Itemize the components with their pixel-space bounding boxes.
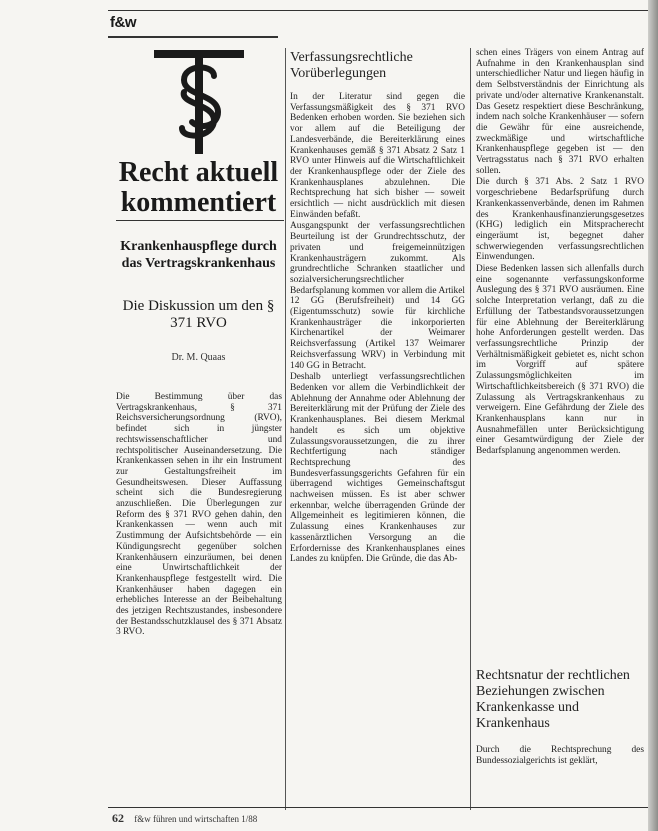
- column-3-paragraph: Die durch § 371 Abs. 2 Satz 1 RVO vorgeschriebene Bedarfsprüfung durch Krankenkassenverbände, denen im Rahmen des Krankenhausfinanzierungsgesetzes (KHG) lediglich ein Mitspracherecht eingeräumt ist, begegnet daher schwerwiegenden verfassungsrechtlichen Einwendungen.: [476, 177, 644, 263]
- paragraph-logo-icon: [152, 48, 246, 156]
- page-footer: [112, 811, 282, 826]
- feature-kicker: Recht aktuell kommentiert: [118, 157, 279, 218]
- column-3-heading: Rechtsnatur der rechtlichen Beziehungen zwischen Krankenkasse und Krankenhaus: [476, 668, 630, 731]
- column-divider: [285, 48, 286, 810]
- page-number: 62: [112, 811, 124, 825]
- author-byline: Dr. M. Quaas: [171, 352, 226, 363]
- top-rule: [108, 10, 648, 11]
- column-1: [116, 392, 282, 639]
- footer-source: f&w führen und wirtschaften 1/88: [134, 814, 258, 824]
- column-1-paragraph: Die Bestimmung über das Vertragskrankenhaus, § 371 Reichsversicherungsordnung (RVO), befindet sich in jüngster rechtswissenschaftlicher und rechtspolitischer Auseinandersetzung. Die Krankenkassen sehen in ihr ein Instrument zur Gestaltungsfreiheit im Gesundheitswesen. Dieser Auffassung scheint sich die Bundesregierung anzuschließen. Die Überlegungen zur Reform des § 371 RVO gehen dahin, den Krankenkassen — wenn auch mit Zustimmung der Aufsichtsbehörde — ein Kündigungsrecht gegenüber solchen Krankenhäusern einzuräumen, bei denen eine Unwirtschaftlichkeit der Krankenhauspflege festgestellt wird. Die Krankenhäuser haben dagegen ein erhebliches Interesse an der Beibehaltung des jetzigen Rechtszustandes, insbesondere der Bestandsschutzklausel des § 371 Absatz 3 RVO.: [116, 392, 282, 638]
- column-3-tail: Durch die Rechtsprechung des Bundessozialgerichts ist geklärt,: [476, 745, 644, 766]
- masthead-mark: f&w: [110, 14, 136, 31]
- page-edge-shadow: [648, 0, 658, 831]
- column-divider: [470, 48, 471, 810]
- column-2: [290, 92, 465, 566]
- column-3: [476, 48, 644, 458]
- feature-title: Krankenhauspflege durch das Vertragskrankenhaus: [120, 239, 277, 271]
- column-2-paragraph: Ausgangspunkt der verfassungsrechtlichen Beurteilung ist der Grundrechtsschutz, der privaten und freigemeinnützigen Krankenhausträgern zukommt. Als grundrechtliche Schranken staatlicher und sozialversicherungsrechtlicher Bedarfsplanung kommen vor allem die Artikel 12 GG (Berufsfreiheit) und 14 GG (Eigentumsschutz) sowie für kirchliche Krankenhausträger die inkorporierten Kirchenartikel der Weimarer Reichsverfassung (Artikel 137 Weimarer Reichsverfassung WRV) in Verbindung mit 140 GG in Betracht.: [290, 221, 465, 371]
- column-2-paragraph: In der Literatur sind gegen die Verfassungsmäßigkeit des § 371 RVO Bedenken erhoben worden. Sie beziehen sich vor allem auf die Beteiligung der Landesverbände, die Bereiterklärung eines Krankenhauses gemäß § 371 Absatz 2 Satz 1 RVO unter Hinweis auf die Wirtschaftlichkeit der Krankenhauspflege oder der Ziele des Krankenhausplanes abzulehnen. Die Rechtsprechung hat sich bisher — soweit ersichtlich — nicht ausdrücklich mit diesen Einwänden befaßt.: [290, 92, 465, 220]
- masthead-rule: [108, 36, 278, 38]
- column-2-heading: Verfassungsrechtliche Vorüberlegungen: [290, 50, 413, 81]
- column-3-paragraph: schen eines Trägers von einem Antrag auf Aufnahme in den Krankenhausplan sind unterschiedlicher Natur und liegen häufig in dem Selbstverständnis der Einrichtung als private und/oder alternative Krankenanstalt. Das Gesetz respektiert diese Beschränkung, indem nach solche Krankenhäuser — sofern die Gewähr für eine ausreichende, zweckmäßige und wirtschaftliche Krankenhauspflege gegeben ist — den Vertragsstatus nach § 371 RVO erhalten sollen.: [476, 48, 644, 176]
- footer-rule: [108, 807, 648, 808]
- column-2-paragraph: Deshalb unterliegt verfassungsrechtlichen Bedenken vor allem die Verbindlichkeit der Ablehnung der Annahme oder Ablehnung der Bereiterklärung mit der Prüfung der Ziele des Krankenhausplanes. Bei diesem Merkmal handelt es sich um objektive Zulassungsvoraussetzungen, die zu ihrer Rechtfertigung nach ständiger Rechtsprechung des Bundesverfassungsgerichts Gefahren für ein überragend wichtiges Gemeinschaftsgut nachweisen müssen. Es ist aber schwer erkennbar, welche überragenden Gründe der Allgemeinheit es legitimieren können, die Zulassung eines Krankenhauses zur kassenärztlichen Versorgung an die Erfordernisse des Krankenhausplanes eines Landes zu knüpfen. Die Gründe, die das Ab-: [290, 372, 465, 565]
- kicker-rule: [116, 220, 284, 221]
- feature-subtitle: Die Diskussion um den § 371 RVO: [122, 298, 275, 331]
- column-3-paragraph: Diese Bedenken lassen sich allenfalls durch eine sogenannte verfassungskonforme Auslegung des § 371 RVO ausräumen. Eine solche Interpretation verlangt, daß zu die Erfüllung der Tatbestandsvoraussetzungen für eine Ablehnung der Bereiterklärung hohe Anforderungen gestellt werden. Das verfassungsrechtliche Prinzip der Verhältnismäßigkeit gebietet es, nicht schon im Vorgriff auf spätere Zulassungsmöglichkeiten im Wirtschaftlichkeitsbereich (§ 371 RVO) die Zulassung als Vertragskrankenhaus zu verweigern. Eine Gefährdung der Ziele des Krankenhausplans kann nur in Ausnahmefällen unter Berücksichtigung einer Gesamtwürdigung der Ziele der Bedarfsplanung angenommen werden.: [476, 264, 644, 457]
